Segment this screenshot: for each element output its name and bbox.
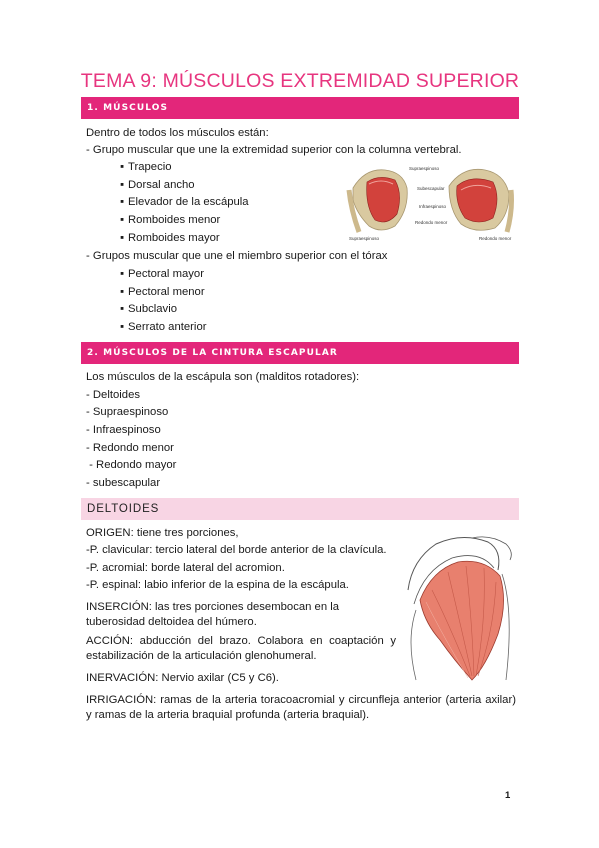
section-heading-musculos: 1. MÚSCULOS (81, 97, 519, 119)
list-item: ▪ Romboides menor (120, 214, 221, 226)
bullet-icon: ▪ (120, 214, 125, 226)
bullet-icon: ▪ (120, 179, 125, 191)
label-supraespinoso-top: Supraespinoso (409, 166, 440, 171)
bullet-icon: ▪ (120, 161, 125, 173)
list-item: - Deltoides (86, 389, 140, 401)
list-item: ▪ Serrato anterior (120, 321, 207, 333)
group2-label: - Grupos muscular que une el miembro superior con el tórax (86, 250, 388, 262)
bullet-icon: ▪ (120, 196, 125, 208)
list-item: ▪ Subclavio (120, 303, 177, 315)
irrigacion-text: IRRIGACIÓN: ramas de la arteria toracoacromial y circunfleja anterior (arteria axilar) y ramas de la arteria braquial profunda (arteria braquial). (86, 694, 516, 721)
list-item: ▪ Romboides mayor (120, 232, 220, 244)
porcion-espinal: -P. espinal: labio inferior de la espina de la escápula. (86, 579, 349, 591)
label-redondo-menor-right: Redondo menor (479, 236, 512, 241)
list-item: ▪ Pectoral menor (120, 286, 205, 298)
bullet-icon: ▪ (120, 321, 125, 333)
bullet-icon: ▪ (120, 268, 125, 280)
list-item: ▪ Elevador de la escápula (120, 196, 249, 208)
porcion-clavicular: -P. clavicular: tercio lateral del borde anterior de la clavícula. (86, 544, 387, 556)
origen-text: ORIGEN: tiene tres porciones, (86, 527, 239, 539)
list-item: - Supraespinoso (86, 406, 169, 418)
list-item: - Infraespinoso (86, 424, 161, 436)
label-supraespinoso-left: Supraespinoso (349, 236, 380, 241)
bullet-icon: ▪ (120, 303, 125, 315)
label-subescapular: Subescapular (417, 186, 445, 191)
section1-intro: Dentro de todos los músculos están: (86, 127, 269, 139)
page-title: TEMA 9: MÚSCULOS EXTREMIDAD SUPERIOR (80, 70, 520, 92)
rotator-cuff-figure (345, 160, 517, 242)
list-item: ▪ Dorsal ancho (120, 179, 195, 191)
list-item: - Redondo menor (86, 442, 174, 454)
label-redondo-menor-mid: Redondo menor (415, 220, 448, 225)
porcion-acromial: -P. acromial: borde lateral del acromion. (86, 562, 285, 574)
bullet-icon: ▪ (120, 286, 125, 298)
deltoid-figure (402, 530, 517, 686)
label-infraespinoso: Infraespinoso (419, 204, 447, 209)
insercion-text: INSERCIÓN: las tres porciones desembocan en la tuberosidad deltoidea del húmero. (86, 601, 340, 628)
page-number: 1 (505, 790, 511, 801)
accion-text: ACCIÓN: abducción del brazo. Colabora en coaptación y estabilización de la articulación glenohumeral. (86, 635, 396, 662)
inervacion-text: INERVACIÓN: Nervio axilar (C5 y C6). (86, 672, 279, 684)
section-heading-cintura-escapular: 2. MÚSCULOS DE LA CINTURA ESCAPULAR (81, 342, 519, 364)
group1-label: - Grupo muscular que une la extremidad superior con la columna vertebral. (86, 144, 462, 156)
bullet-icon: ▪ (120, 232, 125, 244)
list-item: - Redondo mayor (86, 459, 177, 471)
subheading-deltoides: DELTOIDES (81, 498, 519, 520)
list-item: ▪ Pectoral mayor (120, 268, 204, 280)
list-item: ▪ Trapecio (120, 161, 172, 173)
section2-intro: Los músculos de la escápula son (malditos rotadores): (86, 371, 360, 383)
list-item: - subescapular (86, 477, 161, 489)
